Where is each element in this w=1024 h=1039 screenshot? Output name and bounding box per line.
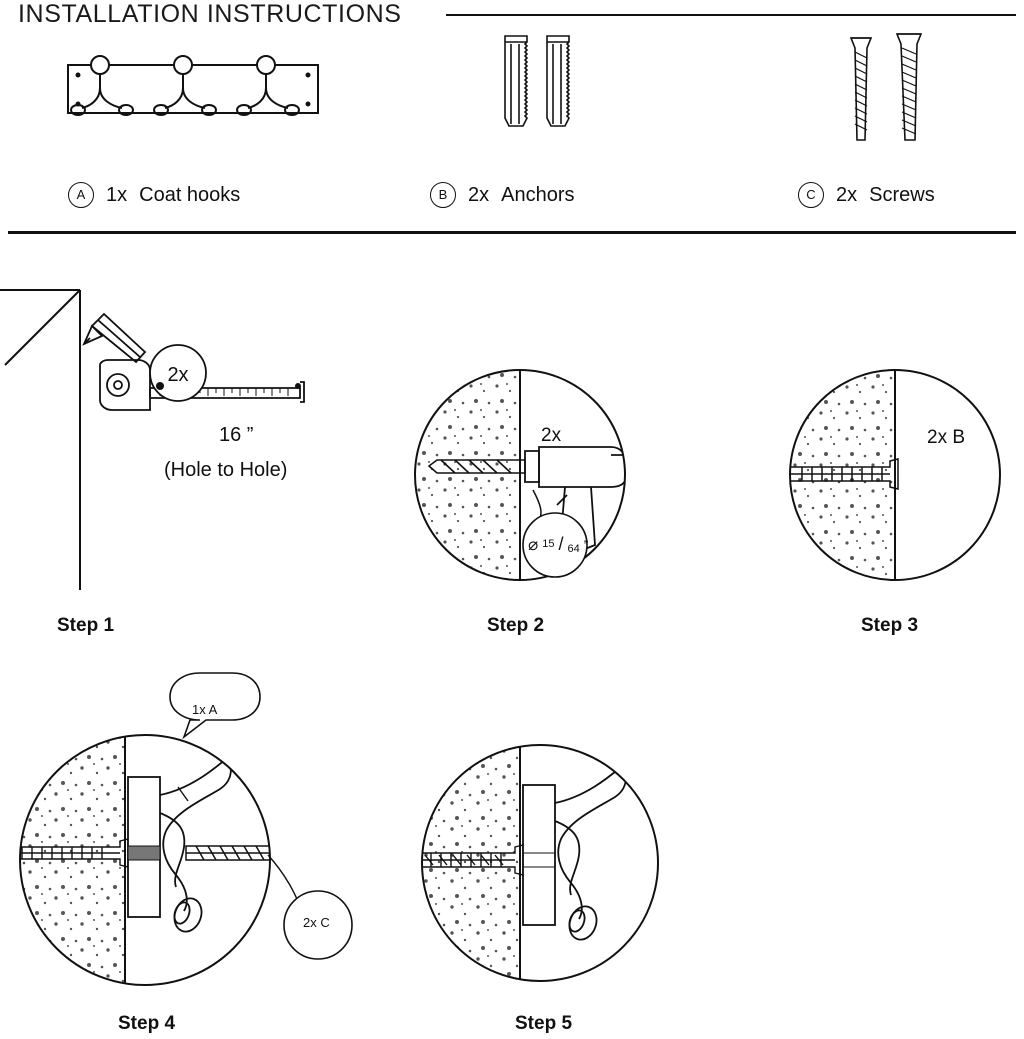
part-c-qty: 2x	[836, 183, 858, 206]
part-a-legend	[68, 182, 240, 208]
part-b-legend	[430, 182, 575, 208]
step-4-illustration	[0, 735, 300, 1000]
svg-text:2x: 2x	[167, 364, 189, 386]
part-a-illustration	[60, 48, 330, 148]
step-1-measure: 16 ”	[219, 424, 254, 446]
step-4-bubble-top: 1x A	[192, 702, 218, 717]
step-1-measure-note: (Hole to Hole)	[164, 459, 288, 481]
title-divider	[446, 14, 1016, 16]
part-b-qty: 2x	[468, 183, 490, 206]
step-1-label: Step 1	[57, 615, 115, 636]
part-a-badge: A	[68, 182, 94, 208]
step-3-count: 2x B	[927, 427, 966, 448]
step-5-illustration	[395, 745, 695, 1000]
step-2-bit-numerator: 15	[542, 538, 555, 550]
part-c-badge: C	[798, 182, 824, 208]
diameter-icon: ⌀	[528, 534, 539, 554]
step-2-count: 2x	[541, 425, 562, 446]
part-b-badge: B	[430, 182, 456, 208]
part-a-name: Coat hooks	[139, 183, 241, 206]
step-4-bubble-bottom: 2x C	[303, 915, 330, 930]
step-5-label: Step 5	[515, 1013, 573, 1034]
part-b-name: Anchors	[501, 183, 575, 206]
step-2-illustration	[415, 355, 645, 600]
step-2-label: Step 2	[487, 615, 545, 636]
page-title: INSTALLATION INSTRUCTIONS	[18, 0, 402, 28]
step-3-illustration	[790, 355, 1005, 600]
step-4-label: Step 4	[118, 1013, 176, 1034]
step-3-label: Step 3	[861, 615, 919, 636]
part-b-illustration	[495, 30, 590, 140]
step-2-bit-unit: ”	[583, 536, 589, 553]
step-2-bit-denominator: 64	[567, 543, 580, 555]
section-divider	[8, 231, 1016, 234]
part-c-name: Screws	[869, 183, 935, 206]
fraction-slash: /	[558, 534, 564, 554]
part-c-legend	[798, 182, 935, 208]
part-a-qty: 1x	[106, 183, 128, 206]
part-c-illustration	[845, 28, 935, 146]
step-2-bit-size	[528, 534, 588, 555]
step-1-illustration	[0, 270, 400, 600]
